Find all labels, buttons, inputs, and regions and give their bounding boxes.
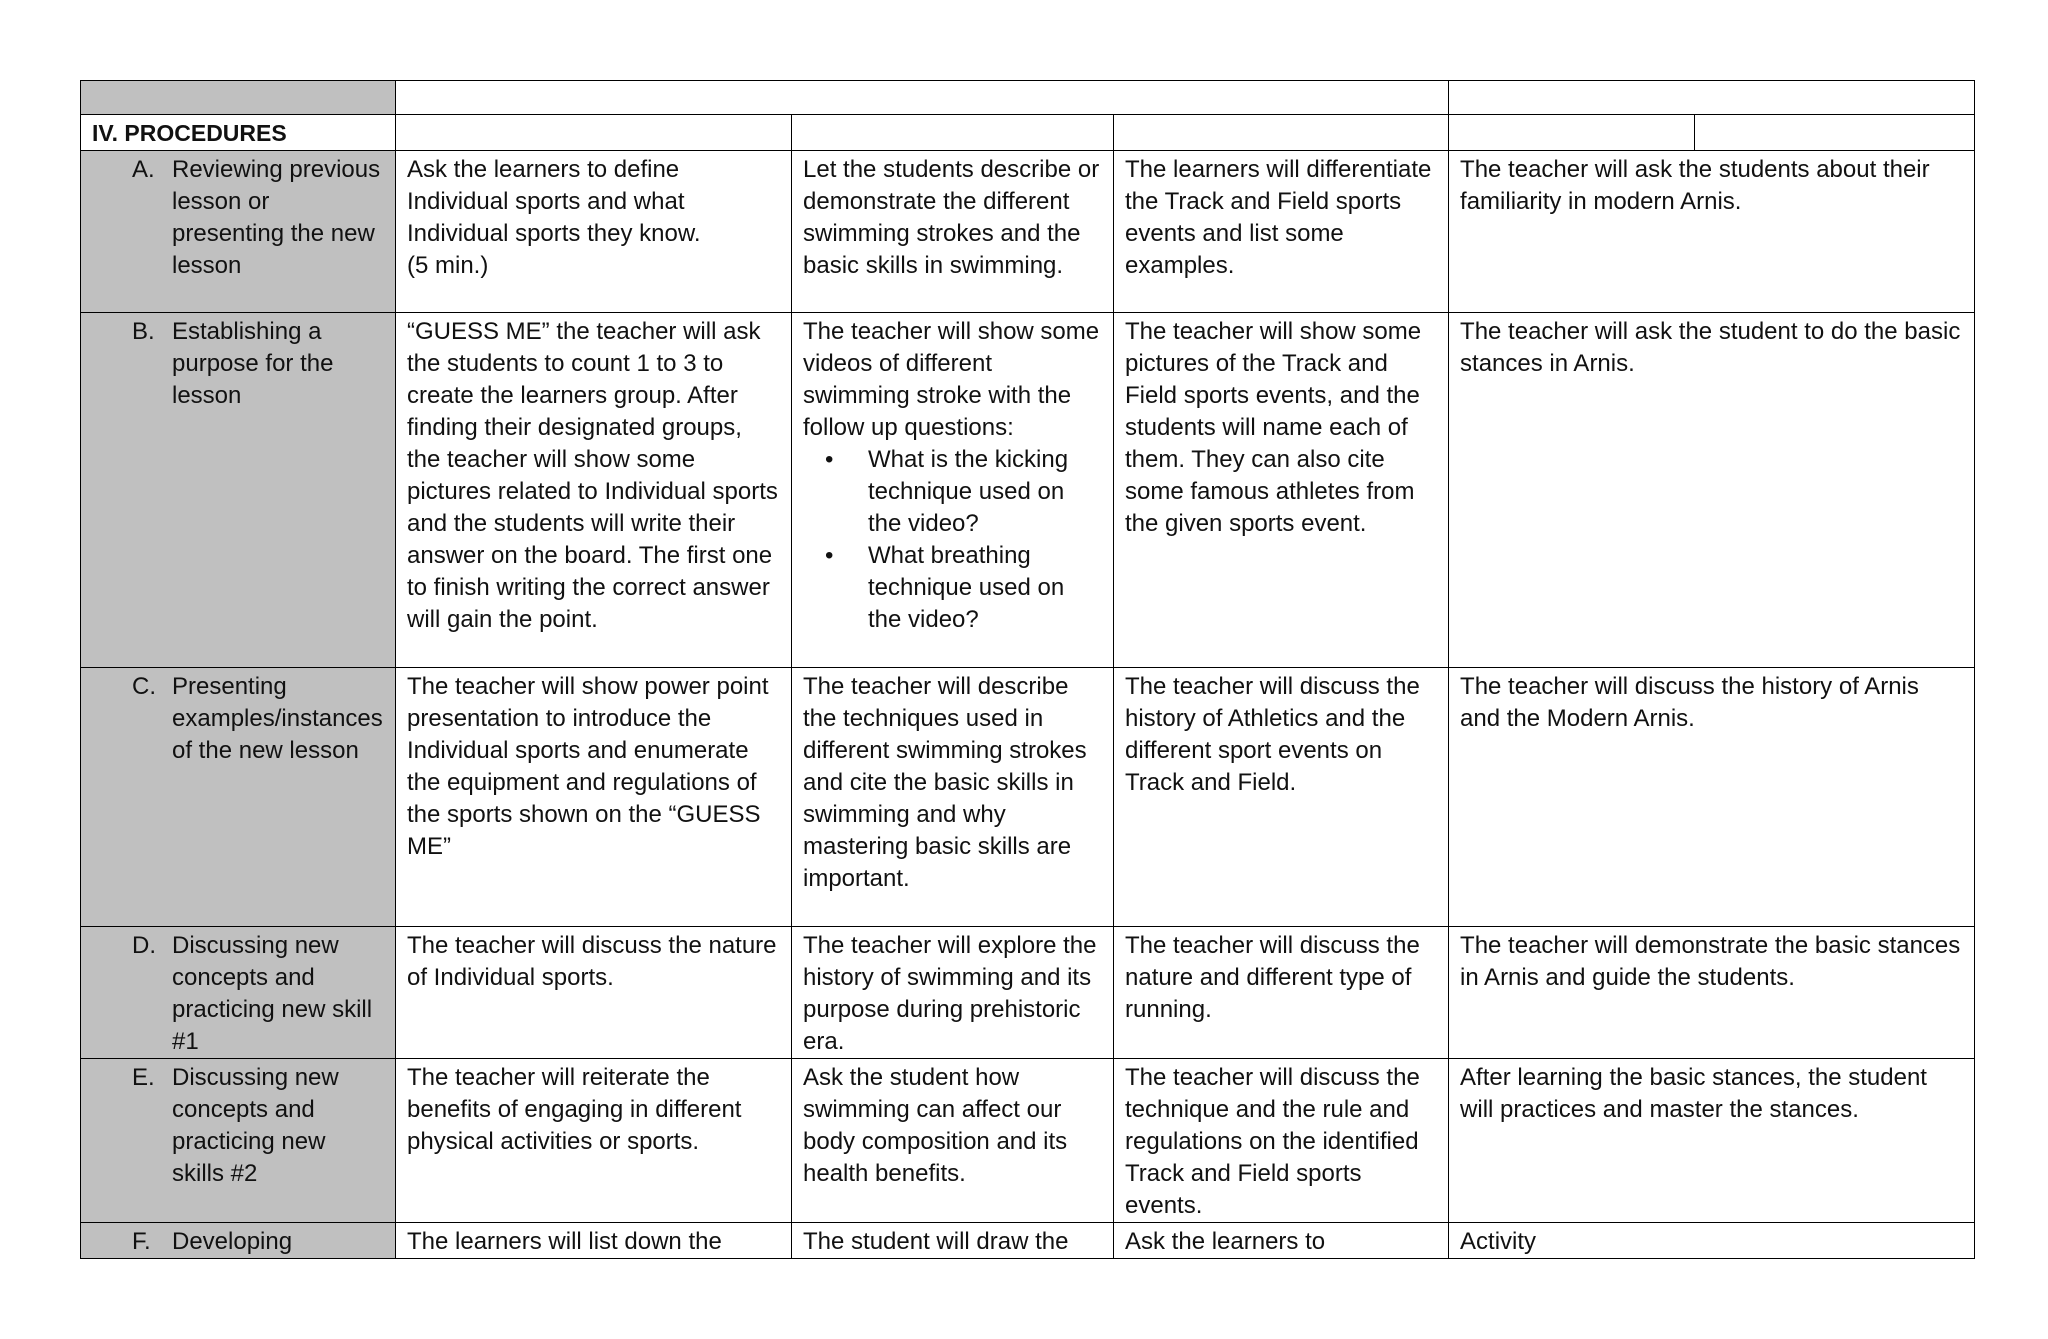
question-list <box>803 444 1102 636</box>
cell-individual-sports <box>396 1059 792 1223</box>
table-row <box>81 1059 1975 1223</box>
row-label-cell <box>81 313 396 668</box>
cell-text: The teacher will demonstrate the basic stances in Arnis and guide the students. <box>1460 932 1961 991</box>
row-label: Presenting examples/instances of the new lesson <box>172 673 383 764</box>
cell-text: The teacher will show power point presentation to introduce the Individual sports and enumerate the equipment and regulations of the sports shown on the “GUESS ME” <box>407 673 769 860</box>
cell-text: The teacher will show some videos of different swimming stroke with the follow up questions: <box>803 318 1100 441</box>
cell-text: The teacher will ask the students about their familiarity in modern Arnis. <box>1460 156 1930 215</box>
table-top-row <box>81 81 1975 115</box>
heading-empty-cell <box>1695 115 1975 151</box>
cell-individual-sports <box>396 668 792 927</box>
cell-track-field <box>1114 313 1449 668</box>
top-right-cell <box>1449 81 1975 115</box>
cell-individual-sports <box>396 151 792 313</box>
table-row <box>81 313 1975 668</box>
cell-individual-sports <box>396 1223 792 1259</box>
row-label: Discussing new concepts and practicing new skills #2 <box>172 1064 339 1187</box>
cell-text: The teacher will describe the techniques used in different swimming strokes and cite the basic skills in swimming and why mastering basic skills are important. <box>803 673 1087 892</box>
cell-swimming <box>792 151 1114 313</box>
cell-text: Ask the student how swimming can affect our body composition and its health benefits. <box>803 1064 1068 1187</box>
cell-track-field <box>1114 927 1449 1059</box>
row-letter: B. <box>132 318 155 345</box>
cell-track-field <box>1114 668 1449 927</box>
cell-text: The teacher will discuss the technique and the rule and regulations on the identified Track and Field sports events. <box>1125 1064 1420 1219</box>
heading-empty-cell <box>396 115 792 151</box>
cell-swimming <box>792 1059 1114 1223</box>
table-row <box>81 668 1975 927</box>
row-label-cell <box>81 927 396 1059</box>
top-middle-cell <box>396 81 1449 115</box>
cell-text: The teacher will discuss the nature of Individual sports. <box>407 932 777 991</box>
cell-text: The teacher will ask the student to do the basic stances in Arnis. <box>1460 318 1961 377</box>
row-label-cell <box>81 151 396 313</box>
cell-text: Ask the learners to <box>1125 1228 1326 1255</box>
lesson-plan-page <box>80 80 1974 1259</box>
row-label: Establishing a purpose for the lesson <box>172 318 334 409</box>
row-letter: C. <box>132 673 156 700</box>
cell-track-field <box>1114 151 1449 313</box>
cell-swimming <box>792 313 1114 668</box>
row-letter: F. <box>132 1228 151 1255</box>
procedures-table <box>80 80 1975 1259</box>
cell-track-field <box>1114 1059 1449 1223</box>
cell-text: Activity <box>1460 1228 1537 1255</box>
cell-arnis <box>1449 668 1975 927</box>
row-letter: D. <box>132 932 156 959</box>
row-letter: A. <box>132 156 155 183</box>
cell-swimming <box>792 668 1114 927</box>
table-row <box>81 1223 1975 1259</box>
cell-track-field <box>1114 1223 1449 1259</box>
row-label-cell <box>81 1059 396 1223</box>
cell-text: After learning the basic stances, the student will practices and master the stances. <box>1460 1064 1927 1123</box>
row-label: Developing <box>172 1228 293 1255</box>
cell-text: Let the students describe or demonstrate the different swimming strokes and the basic skills in swimming. <box>803 156 1100 279</box>
row-letter: E. <box>132 1064 155 1091</box>
cell-text: The learners will differentiate the Track and Field sports events and list some examples. <box>1125 156 1432 279</box>
cell-text: The teacher will discuss the history of Arnis and the Modern Arnis. <box>1460 673 1919 732</box>
cell-individual-sports <box>396 927 792 1059</box>
cell-arnis <box>1449 927 1975 1059</box>
cell-text: The teacher will discuss the history of Athletics and the different sport events on Track and Field. <box>1125 673 1420 796</box>
row-label: Discussing new concepts and practicing new skill #1 <box>172 932 373 1055</box>
cell-text: (5 min.) <box>407 252 489 279</box>
cell-text: The learners will list down the <box>407 1228 722 1255</box>
list-item: • What is the kicking technique used on the video? <box>868 444 1102 540</box>
cell-text: The teacher will explore the history of swimming and its purpose during prehistoric era. <box>803 932 1097 1055</box>
cell-text: Ask the learners to define Individual sports and what Individual sports they know. <box>407 156 701 247</box>
heading-empty-cell <box>1449 115 1695 151</box>
procedures-heading-row <box>81 115 1975 151</box>
table-row <box>81 927 1975 1059</box>
cell-arnis <box>1449 151 1975 313</box>
top-left-cell <box>81 81 396 115</box>
row-label-cell <box>81 1223 396 1259</box>
cell-text: The teacher will show some pictures of the Track and Field sports events, and the students will name each of them. They can also cite some famous athletes from the given sports event. <box>1125 318 1422 537</box>
cell-text: “GUESS ME” the teacher will ask the students to count 1 to 3 to create the learners group. After finding their designated groups, the teacher will show some pictures related to Individual sports and the students will write their answer on the board. The first one to finish writing the correct answer will gain the point. <box>407 318 778 633</box>
cell-text: The student will draw the <box>803 1228 1069 1255</box>
cell-swimming <box>792 1223 1114 1259</box>
cell-text: The teacher will reiterate the benefits of engaging in different physical activities or sports. <box>407 1064 742 1155</box>
cell-individual-sports <box>396 313 792 668</box>
cell-swimming <box>792 927 1114 1059</box>
list-item: • What breathing technique used on the video? <box>868 540 1102 636</box>
cell-arnis <box>1449 1059 1975 1223</box>
heading-empty-cell <box>1114 115 1449 151</box>
cell-text: The teacher will discuss the nature and different type of running. <box>1125 932 1420 1023</box>
row-label-cell <box>81 668 396 927</box>
heading-empty-cell <box>792 115 1114 151</box>
row-label: Reviewing previous lesson or presenting the new lesson <box>172 156 381 279</box>
procedures-heading: IV. PROCEDURES <box>92 120 287 146</box>
cell-arnis <box>1449 313 1975 668</box>
cell-arnis <box>1449 1223 1975 1259</box>
table-row <box>81 151 1975 313</box>
